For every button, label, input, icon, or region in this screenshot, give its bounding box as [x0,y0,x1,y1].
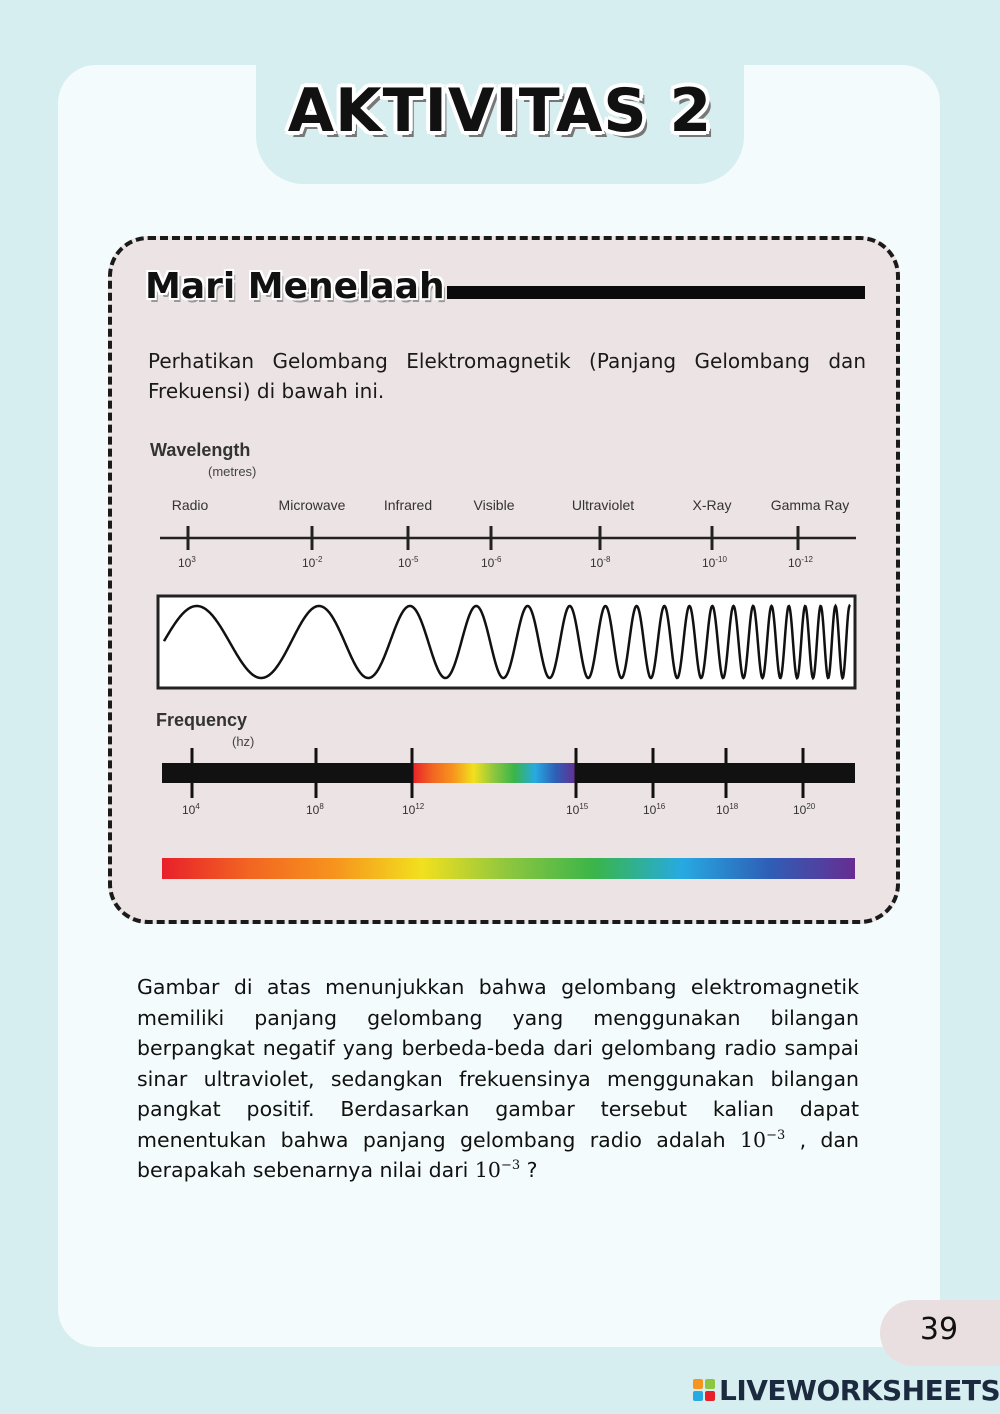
wavelength-title: Wavelength [150,440,251,460]
liveworksheets-logo-icon [693,1379,715,1401]
wavelength-tick-label: $10^{-2}$ [302,555,323,570]
frequency-tick-label: $10^4$ [182,802,200,817]
section-title-rule [447,286,865,299]
logo-square [693,1391,703,1401]
wavelength-tick-label: $10^{-5}$ [398,555,419,570]
body-text-part-1: Gambar di atas menunjukkan bahwa gelombang elektromagnetik memiliki panjang gelombang yang menggunakan bilangan berpangkat negatif yang berbeda-beda dari gelombang radio sampai sinar ultraviolet, sedangkan frekuensinya menggunakan bilangan pangkat positif. Berdasarkan gambar tersebut kalian dapat menentukan bahwa panjang gelombang radio adalah [137,975,859,1152]
math-exponent-2: −3 [500,1158,521,1174]
math-power-1 [740,1128,785,1152]
frequency-unit: (hz) [232,734,255,749]
wavelength-tick-label: $10^{-8}$ [590,555,611,570]
band-label: Infrared [383,497,433,513]
frequency-tick-label: $10^{16}$ [643,802,666,817]
electromagnetic-spectrum-diagram [140,430,870,890]
wavelength-unit: (metres) [208,464,257,479]
frequency-title: Frequency [156,710,248,730]
frequency-tick-label: $10^{12}$ [402,802,425,817]
wavelength-tick-label: $10^{-12}$ [788,555,813,570]
band-label: Gamma Ray [770,497,850,513]
page-number: 39 [919,1312,959,1347]
band-label: Ultraviolet [571,497,635,513]
frequency-tick-label: $10^{15}$ [566,802,589,817]
math-power-2 [475,1158,520,1182]
band-label: X-Ray [692,497,732,513]
math-base-2: 10 [474,1158,501,1182]
frequency-tick-label: $10^8$ [306,802,324,817]
brand-name: LIVEWORKSHEETS [719,1374,1000,1407]
logo-square [705,1379,715,1389]
math-exponent-1: −3 [766,1127,786,1143]
intro-text: Perhatikan Gelombang Elektromagnetik (Panjang Gelombang dan Frekuensi) di bawah ini. [148,349,866,403]
band-label: Radio [171,497,209,513]
body-paragraph [137,972,859,1186]
band-label: Microwave [278,497,346,513]
wavelength-tick-label: $10^{-6}$ [481,555,502,570]
logo-square [705,1391,715,1401]
wavelength-tick-label: $10^3$ [178,555,196,570]
body-text-part-2: , dan berapakah sebenarnya nilai dari [137,1127,859,1182]
body-text-part-3: ? [520,1158,538,1182]
band-label: Visible [473,497,515,513]
wavelength-tick-label: $10^{-10}$ [702,555,727,570]
frequency-tick-label: $10^{18}$ [716,802,739,817]
logo-square [693,1379,703,1389]
section-title: Mari Menelaah [145,266,445,307]
page-title: AKTIVITAS 2 [287,76,713,146]
frequency-tick-label: $10^{20}$ [793,802,816,817]
visible-light-segment [412,763,576,783]
math-base-1: 10 [739,1127,767,1152]
color-spectrum-bar [162,858,855,879]
